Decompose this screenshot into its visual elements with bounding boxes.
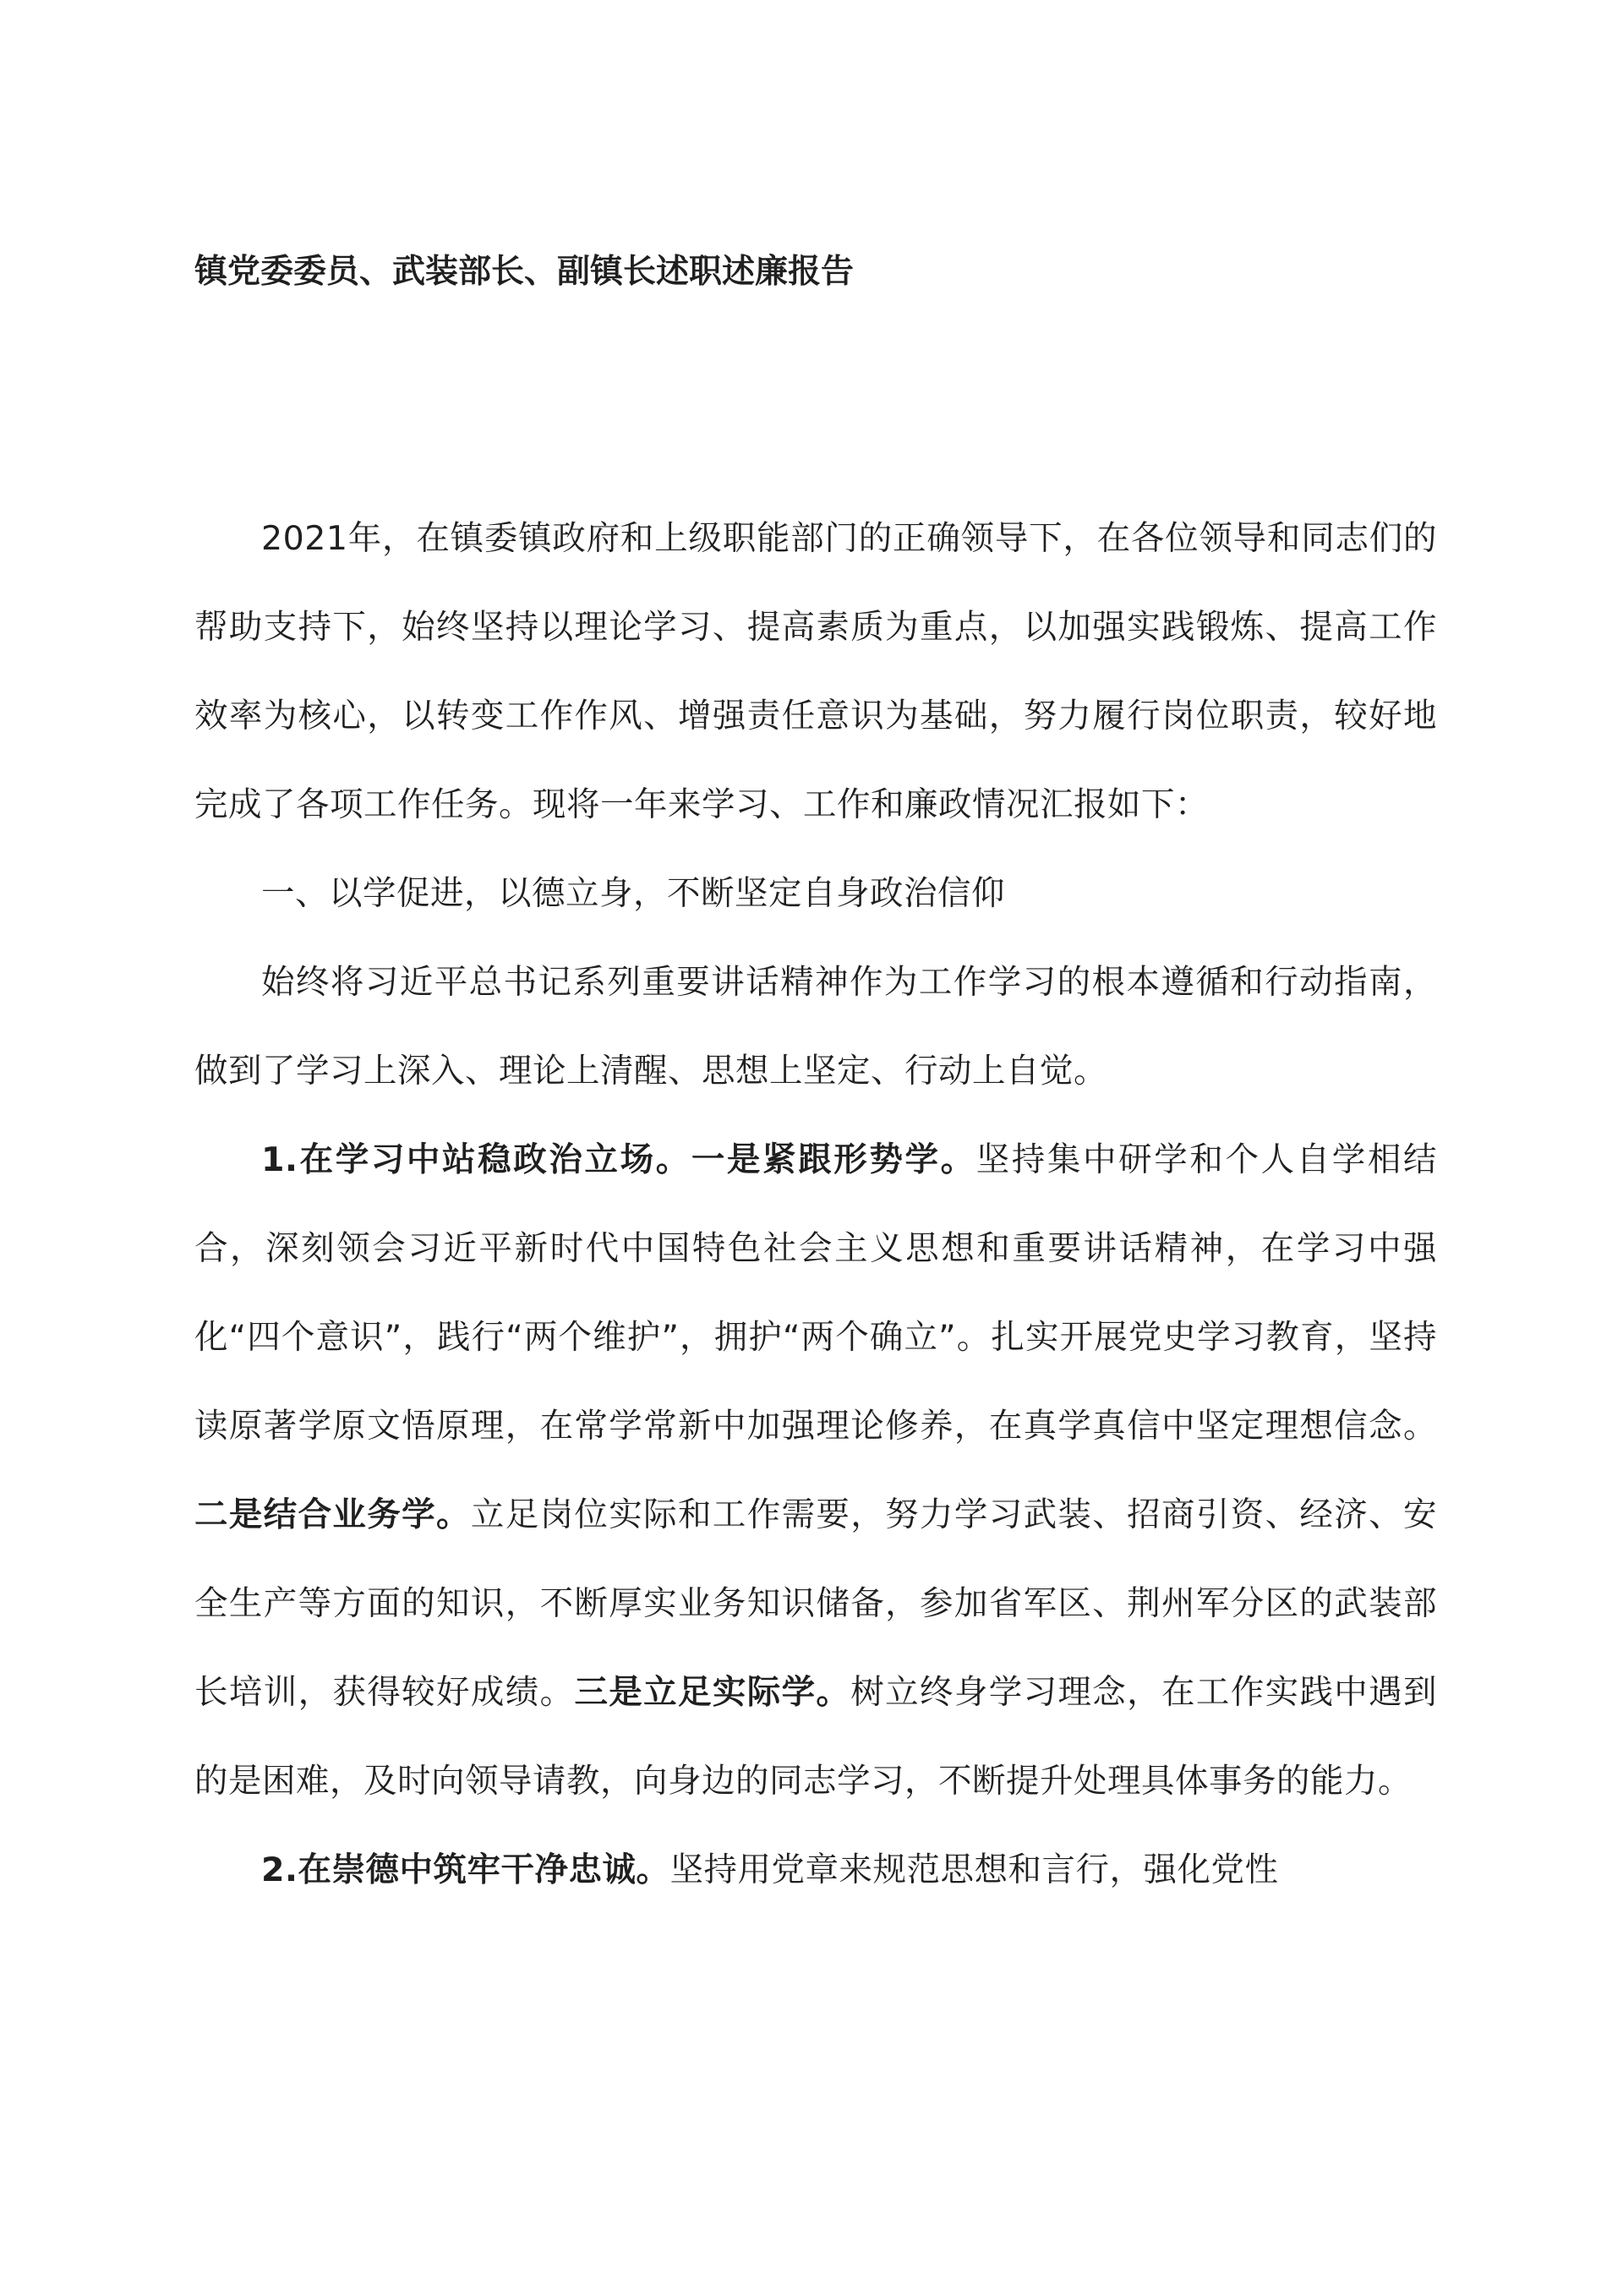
intro-paragraph: 2021年，在镇委镇政府和上级职能部门的正确领导下，在各位领导和同志们的帮助支持下，始终坚持以理论学习、提高素质为重点，以加强实践锻炼、提高工作效率为核心，以转变工作作风、增强责任意识为基础，努力履行岗位职责，较好地完成了各项工作任务。现将一年来学习、工作和廉政情况汇报如下： <box>194 519 1437 824</box>
item2-paragraph <box>194 1826 1437 1915</box>
item1-paragraph <box>194 1116 1437 1826</box>
document-body <box>194 495 1437 1915</box>
item2-heading: 2.在崇德中筑牢干净忠诚。 <box>261 1850 670 1889</box>
section1-heading: 一、以学促进，以德立身，不断坚定自身政治信仰 <box>261 874 1005 913</box>
item1-point1-text: 坚持集中研学和个人自学相结合，深刻领会习近平新时代中国特色社会主义思想和重要讲话精神，在学习中强化“四个意识”，践行“两个维护”，拥护“两个确立”。扎实开展党史学习教育，坚持读原著学原文悟原理，在常学常新中加强理论修养，在真学真信中坚定理想信念。 <box>194 1140 1437 1446</box>
item1-point3-text: 树立终身学习理念，在工作实践中遇到的是困难，及时向领导请教，向身边的同志学习，不断提升处理具体事务的能力。 <box>194 1673 1438 1801</box>
item1-point2-label: 二是结合业务学。 <box>194 1495 471 1534</box>
item1-point3-label: 三是立足实际学。 <box>574 1673 851 1712</box>
section1-intro-paragraph: 始终将习近平总书记系列重要讲话精神作为工作学习的根本遵循和行动指南，做到了学习上深入、理论上清醒、思想上坚定、行动上自觉。 <box>194 963 1437 1091</box>
document-title: 镇党委委员、武装部长、副镇长述职述廉报告 <box>194 253 855 291</box>
item1-heading: 1.在学习中站稳政治立场。 <box>261 1140 691 1179</box>
item2-text: 坚持用党章来规范思想和言行，强化党性 <box>669 1850 1279 1889</box>
item1-point1-label: 一是紧跟形势学。 <box>691 1140 976 1179</box>
item1-point2-text: 立足岗位实际和工作需要，努力学习武装、招商引资、经济、安全生产等方面的知识，不断厚实业务知识储备，参加省军区、荆州军分区的武装部长培训，获得较好成绩。 <box>194 1495 1438 1712</box>
